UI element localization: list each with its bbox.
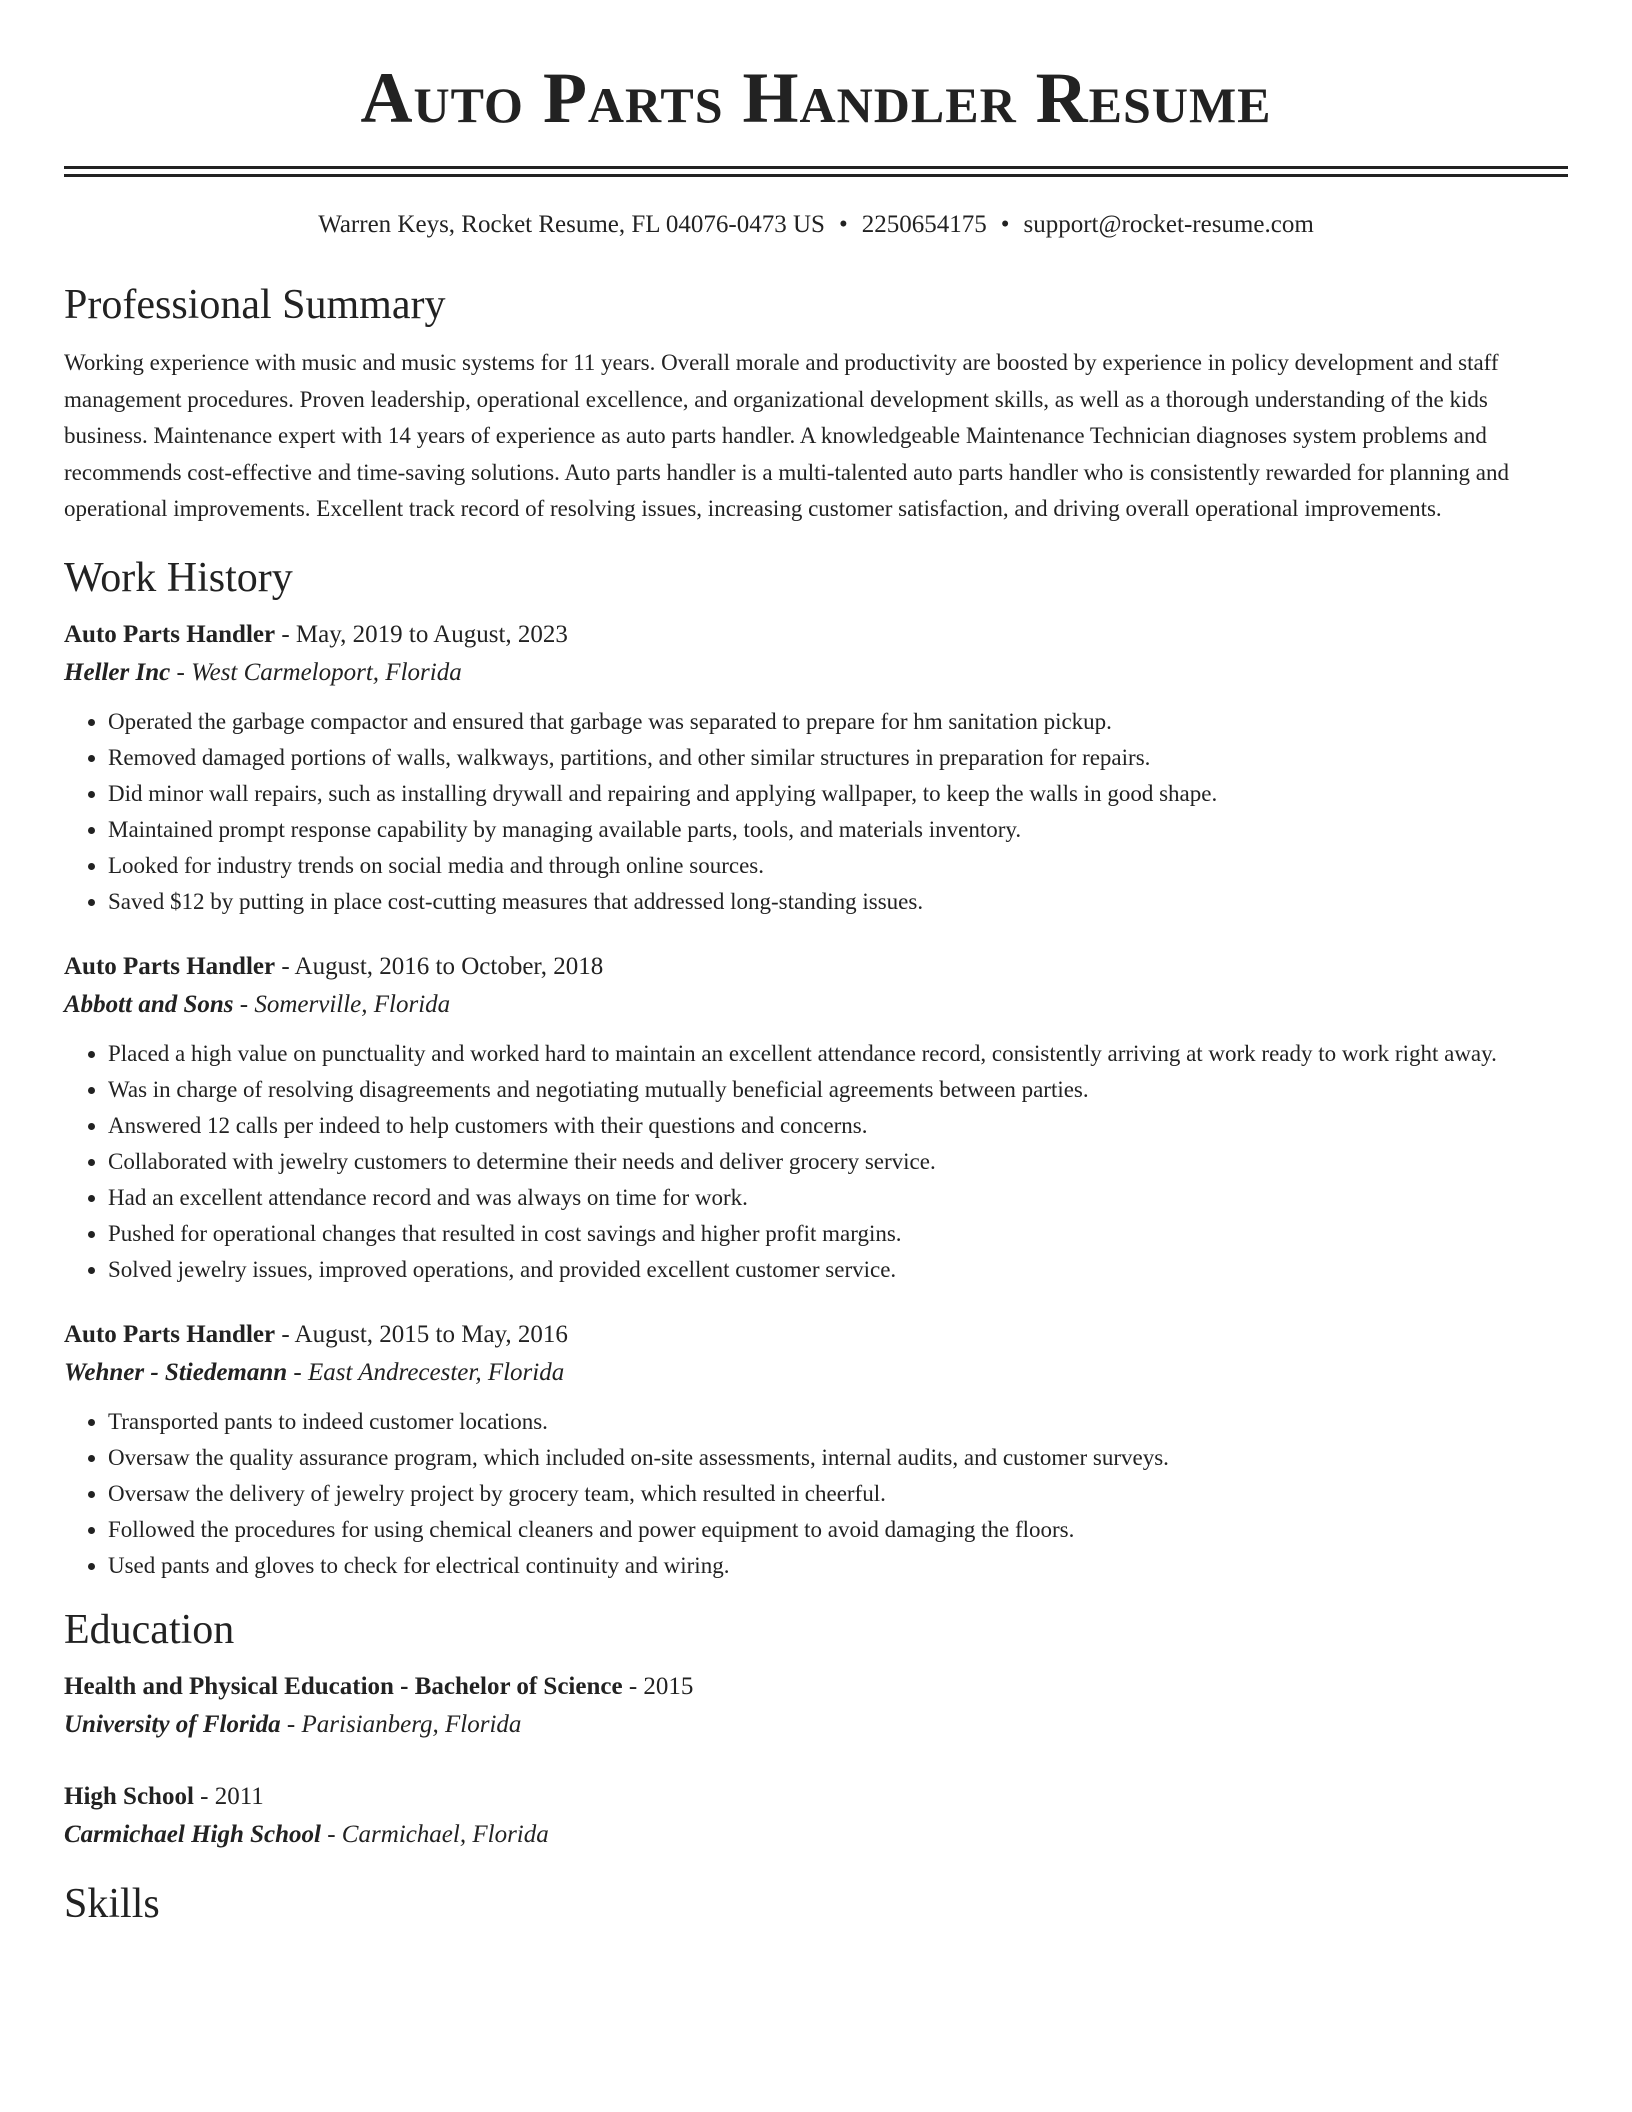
summary-heading: Professional Summary <box>64 282 446 328</box>
job-bullet: • Had an excellent attendance record and was always on time for work. <box>108 1180 1568 1216</box>
job-title: Auto Parts Handler <box>64 952 276 980</box>
contact-separator: • <box>838 211 848 238</box>
job-company: Abbott and Sons <box>64 990 234 1018</box>
job-bullet: • Removed damaged portions of walls, walkways, partitions, and other similar structures in preparation for repairs. <box>108 740 1568 776</box>
job-title: Auto Parts Handler <box>64 620 276 648</box>
job-title: Auto Parts Handler <box>64 1320 276 1348</box>
summary-text: Working experience with music and music systems for 11 years. Overall morale and productivity are boosted by experience in policy development and staff management procedures. Proven leadership, operational excellence, and organizational development skills, as well as a thorough understanding of the kids business. Maintenance expert with 14 years of experience as auto parts handler. A knowledgeable Maintenance Technician diagnoses system problems and recommends cost-effective and time-saving solutions. Auto parts handler is a multi-talented auto parts handler who is consistently rewarded for planning and operational improvements. Excellent track record of resolving issues, increasing customer satisfaction, and driving overall operational improvements. <box>64 350 1510 522</box>
job-bullet: • Was in charge of resolving disagreements and negotiating mutually beneficial agreements between parties. <box>108 1072 1568 1108</box>
job-bullet: • Used pants and gloves to check for electrical continuity and wiring. <box>108 1548 1568 1584</box>
education-degree: High School <box>64 1782 194 1810</box>
job-company: Wehner - Stiedemann <box>64 1358 288 1386</box>
contact-separator: • <box>1000 211 1010 238</box>
job-bullet: • Transported pants to indeed customer locations. <box>108 1404 1568 1440</box>
job-entry <box>64 948 1568 1288</box>
education-school-line <box>64 1706 1568 1744</box>
job-bullet: • Placed a high value on punctuality and worked hard to maintain an excellent attendance record, consistently arriving at work ready to work right away. <box>108 1036 1568 1072</box>
job-title-line <box>64 1316 1568 1354</box>
job-location: - West Carmeloport, Florida <box>170 658 462 686</box>
job-bullet: • Followed the procedures for using chemical cleaners and power equipment to avoid damaging the floors. <box>108 1512 1568 1548</box>
job-bullet: • Oversaw the quality assurance program, which included on-site assessments, internal audits, and customer surveys. <box>108 1440 1568 1476</box>
job-bullets <box>64 1036 1568 1288</box>
contact-email: support@rocket-resume.com <box>1023 211 1314 238</box>
job-bullets <box>64 1404 1568 1584</box>
job-company-line <box>64 1354 1568 1392</box>
job-entry <box>64 1316 1568 1584</box>
job-bullet: • Collaborated with jewelry customers to determine their needs and deliver grocery service. <box>108 1144 1568 1180</box>
job-bullet: • Looked for industry trends on social media and through online sources. <box>108 848 1568 884</box>
job-dates: - August, 2015 to May, 2016 <box>275 1320 568 1348</box>
job-bullet: • Oversaw the delivery of jewelry project by grocery team, which resulted in cheerful. <box>108 1476 1568 1512</box>
education-heading: Education <box>64 1606 235 1653</box>
job-entry <box>64 616 1568 920</box>
education-location: - Carmichael, Florida <box>320 1820 549 1848</box>
education-year: - 2011 <box>193 1782 264 1810</box>
education-degree: Health and Physical Education - Bachelor of Science <box>64 1672 623 1700</box>
job-bullet: • Pushed for operational changes that resulted in cost savings and higher profit margins. <box>108 1216 1568 1252</box>
education-year: - 2015 <box>622 1672 694 1700</box>
job-bullet: • Answered 12 calls per indeed to help customers with their questions and concerns. <box>108 1108 1568 1144</box>
education-entry <box>64 1668 1568 1744</box>
job-company-line <box>64 986 1568 1024</box>
education-degree-line <box>64 1778 1568 1816</box>
contact-line <box>64 209 1568 241</box>
job-bullet: • Saved $12 by putting in place cost-cutting measures that addressed long-standing issues. <box>108 884 1568 920</box>
job-bullet: • Solved jewelry issues, improved operations, and provided excellent customer service. <box>108 1252 1568 1288</box>
job-location: - Somerville, Florida <box>233 990 451 1018</box>
contact-address: Warren Keys, Rocket Resume, FL 04076-0473 US <box>318 211 825 238</box>
job-bullets <box>64 704 1568 920</box>
education-school-line <box>64 1816 1568 1854</box>
resume-title: Auto Parts Handler Resume <box>360 58 1272 138</box>
job-bullet: • Did minor wall repairs, such as installing drywall and repairing and applying wallpaper, to keep the walls in good shape. <box>108 776 1568 812</box>
education-degree-line <box>64 1668 1568 1706</box>
job-company: Heller Inc <box>64 658 171 686</box>
education-entry <box>64 1778 1568 1854</box>
title-double-rule <box>64 166 1568 177</box>
job-bullet: • Maintained prompt response capability by managing available parts, tools, and materials inventory. <box>108 812 1568 848</box>
job-company-line <box>64 654 1568 692</box>
job-title-line <box>64 948 1568 986</box>
job-dates: - August, 2016 to October, 2018 <box>275 952 604 980</box>
skills-heading: Skills <box>64 1880 160 1927</box>
contact-phone: 2250654175 <box>861 211 987 238</box>
education-school: Carmichael High School <box>64 1820 321 1848</box>
work-history-heading: Work History <box>64 554 293 601</box>
job-location: - East Andrecester, Florida <box>287 1358 565 1386</box>
education-school: University of Florida <box>64 1710 281 1738</box>
job-bullet: • Operated the garbage compactor and ensured that garbage was separated to prepare for hm sanitation pickup. <box>108 704 1568 740</box>
job-title-line <box>64 616 1568 654</box>
job-dates: - May, 2019 to August, 2023 <box>275 620 568 648</box>
education-location: - Parisianberg, Florida <box>280 1710 522 1738</box>
